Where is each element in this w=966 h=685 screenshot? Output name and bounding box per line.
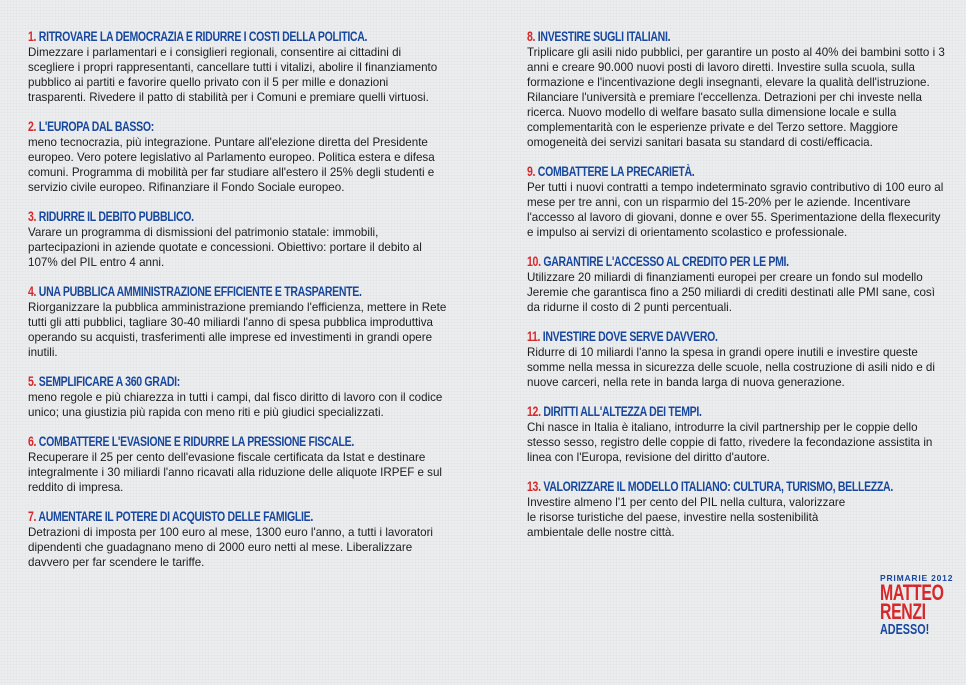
program-item-7 [28, 508, 448, 570]
item-title [28, 118, 356, 135]
item-heading: AUMENTARE IL POTERE DI ACQUISTO DELLE FAMIGLIE. [38, 509, 313, 524]
item-number: 9. [527, 164, 536, 179]
program-item-9 [527, 163, 947, 240]
item-text: Ridurre di 10 miliardi l'anno la spesa in grandi opere inutili e investire queste somme nella messa in sicurezza delle scuole, nella costruzione di asili nido e di nuove carceri, nella rete in banda larga di nuova generazione. [527, 346, 935, 389]
item-number: 13. [527, 479, 541, 494]
right-column [527, 28, 947, 553]
logo-first-name: MATTEO [880, 580, 944, 605]
item-title [527, 253, 855, 270]
item-heading: DIRITTI ALL'ALTEZZA DEI TEMPI. [543, 404, 702, 419]
item-heading: GARANTIRE L'ACCESSO AL CREDITO PER LE PMI. [543, 254, 789, 269]
item-text: meno regole e più chiarezza in tutti i campi, dal fisco diritto di lavoro con il codice unico; una giustizia più rapida con meno riti e più giudici specializzati. [28, 391, 443, 419]
item-title [28, 28, 368, 45]
item-number: 11. [527, 329, 541, 344]
item-heading: RIDURRE IL DEBITO PUBBLICO. [38, 209, 194, 224]
program-item-4 [28, 283, 448, 360]
item-title [527, 163, 855, 180]
item-number: 3. [28, 209, 37, 224]
campaign-logo [880, 573, 954, 638]
item-heading: INVESTIRE SUGLI ITALIANI. [537, 29, 671, 44]
item-text: Triplicare gli asili nido pubblici, per garantire un posto al 40% dei bambini sotto i 3 anni e creare 90.000 nuovi posti di lavoro diretti. Investire sulla scuola, sulla formazione e l'incentivazione degli insegnanti, elevare la qualità dell'istruzione. Rilanciare l'università e premiare l'eccellenza. Detrazioni per chi investe nella ricerca. Nuovo modello di welfare basato sulla dimensione locale e sulla complementarità con le esperienze private e del Terzo settore. Maggiore omogeneità dei servizi sanitari basata su standard di costi/efficacia. [527, 46, 945, 149]
item-title [28, 208, 356, 225]
program-item-13 [527, 478, 893, 540]
item-number: 6. [28, 434, 37, 449]
item-number: 10. [527, 254, 541, 269]
program-item-12 [527, 403, 947, 465]
item-text: Utilizzare 20 miliardi di finanziamenti europei per creare un fondo sul modello Jeremie che garantisca fino a 250 miliardi di crediti destinati alle PMI sane, così da ridurne il costo di 2 punti percentuali. [527, 271, 935, 314]
item-title [28, 373, 356, 390]
program-item-1 [28, 28, 448, 105]
item-title [28, 508, 356, 525]
item-text: Investire almeno l'1 per cento del PIL nella cultura, valorizzare le risorse turistiche del paese, investire nella sostenibilità ambientale delle nostre città. [527, 496, 846, 539]
logo-last-name: RENZI [880, 599, 926, 624]
item-number: 5. [28, 374, 37, 389]
item-heading: UNA PUBBLICA AMMINISTRAZIONE EFFICIENTE E TRASPARENTE. [38, 284, 362, 299]
item-text: Chi nasce in Italia è italiano, introdurre la civil partnership per le coppie dello stesso sesso, registro delle coppie di fatto, rivedere la fecondazione assistita in linea con l'Europa, revisione del diritto d'autore. [527, 421, 933, 464]
program-item-3 [28, 208, 448, 270]
program-item-8 [527, 28, 947, 150]
item-number: 1. [28, 29, 37, 44]
item-heading: L'EUROPA DAL BASSO: [38, 119, 154, 134]
logo-slogan: ADESSO! [880, 621, 930, 638]
item-number: 12. [527, 404, 541, 419]
item-heading: SEMPLIFICARE A 360 GRADI: [38, 374, 180, 389]
item-number: 4. [28, 284, 37, 299]
program-item-5 [28, 373, 448, 420]
item-text: Detrazioni di imposta per 100 euro al mese, 1300 euro l'anno, a tutti i lavoratori dipendenti che guadagnano meno di 2000 euro netti al mese. Liberalizzare davvero per far scendere le tariffe. [28, 526, 434, 569]
item-text: Riorganizzare la pubblica amministrazione premiando l'efficienza, mettere in Rete tutti gli atti pubblici, tagliare 30-40 miliardi l'anno di spesa pubblica improduttiva operando su acquisti, trasferimenti alle imprese ed investimenti in grandi opere inutili. [28, 301, 447, 359]
item-text: Recuperare il 25 per cento dell'evasione fiscale certificata da Istat e destinare integralmente i 30 miliardi l'anno ricavati alla riduzione delle aliquote IRPEF e sul reddito di impresa. [28, 451, 443, 494]
item-text: Per tutti i nuovi contratti a tempo indeterminato sgravio contributivo di 100 euro al mese per tre anni, con un risparmio del 15-20% per le aziende. Incentivare l'accesso al lavoro di giovani, donne e over 55. Sperimentazione della flexecurity e impulso ai servizi di orientamento scolastico e professionale. [527, 181, 944, 239]
item-heading: INVESTIRE DOVE SERVE DAVVERO. [542, 329, 718, 344]
item-title [28, 433, 356, 450]
item-title [28, 283, 362, 300]
item-text: Varare un programma di dismissioni del patrimonio statale: immobili, partecipazioni in aziende quotate e concessioni. Obiettivo: portare il debito al 107% del PIL entro 4 anni. [28, 226, 422, 269]
item-title [527, 328, 855, 345]
program-item-11 [527, 328, 947, 390]
item-number: 8. [527, 29, 536, 44]
item-title [527, 28, 855, 45]
item-heading: RITROVARE LA DEMOCRAZIA E RIDURRE I COSTI DELLA POLITICA. [38, 29, 368, 44]
program-item-10 [527, 253, 947, 315]
item-heading: COMBATTERE LA PRECARIETÀ. [537, 164, 695, 179]
program-item-2 [28, 118, 448, 195]
program-item-6 [28, 433, 448, 495]
item-text: Dimezzare i parlamentari e i consiglieri regionali, consentire ai cittadini di scegliere i propri rappresentanti, cancellare tutti i vitalizi, abolire il finanziamento pubblico ai partiti e favorire quello privato con il 5 per mille e donazioni trasparenti. Rivedere il patto di stabilità per i Comuni e premiare quelli virtuosi. [28, 46, 438, 104]
item-heading: VALORIZZARE IL MODELLO ITALIANO: CULTURA, TURISMO, BELLEZZA. [543, 479, 893, 494]
item-number: 2. [28, 119, 37, 134]
item-text: meno tecnocrazia, più integrazione. Puntare all'elezione diretta del Presidente europeo. Vero potere legislativo al Parlamento europeo. Politica estera e difesa comuni. Programma di mobilità per far studiare all'estero il 25% degli studenti e servizio civile europeo. Rifinanziare il Fondo Sociale europeo. [28, 136, 435, 194]
logo-primarie: PRIMARIE 2012 [880, 573, 954, 583]
left-column [28, 28, 448, 583]
item-title [527, 478, 893, 495]
item-number: 7. [28, 509, 37, 524]
item-heading: COMBATTERE L'EVASIONE E RIDURRE LA PRESSIONE FISCALE. [38, 434, 354, 449]
item-title [527, 403, 855, 420]
